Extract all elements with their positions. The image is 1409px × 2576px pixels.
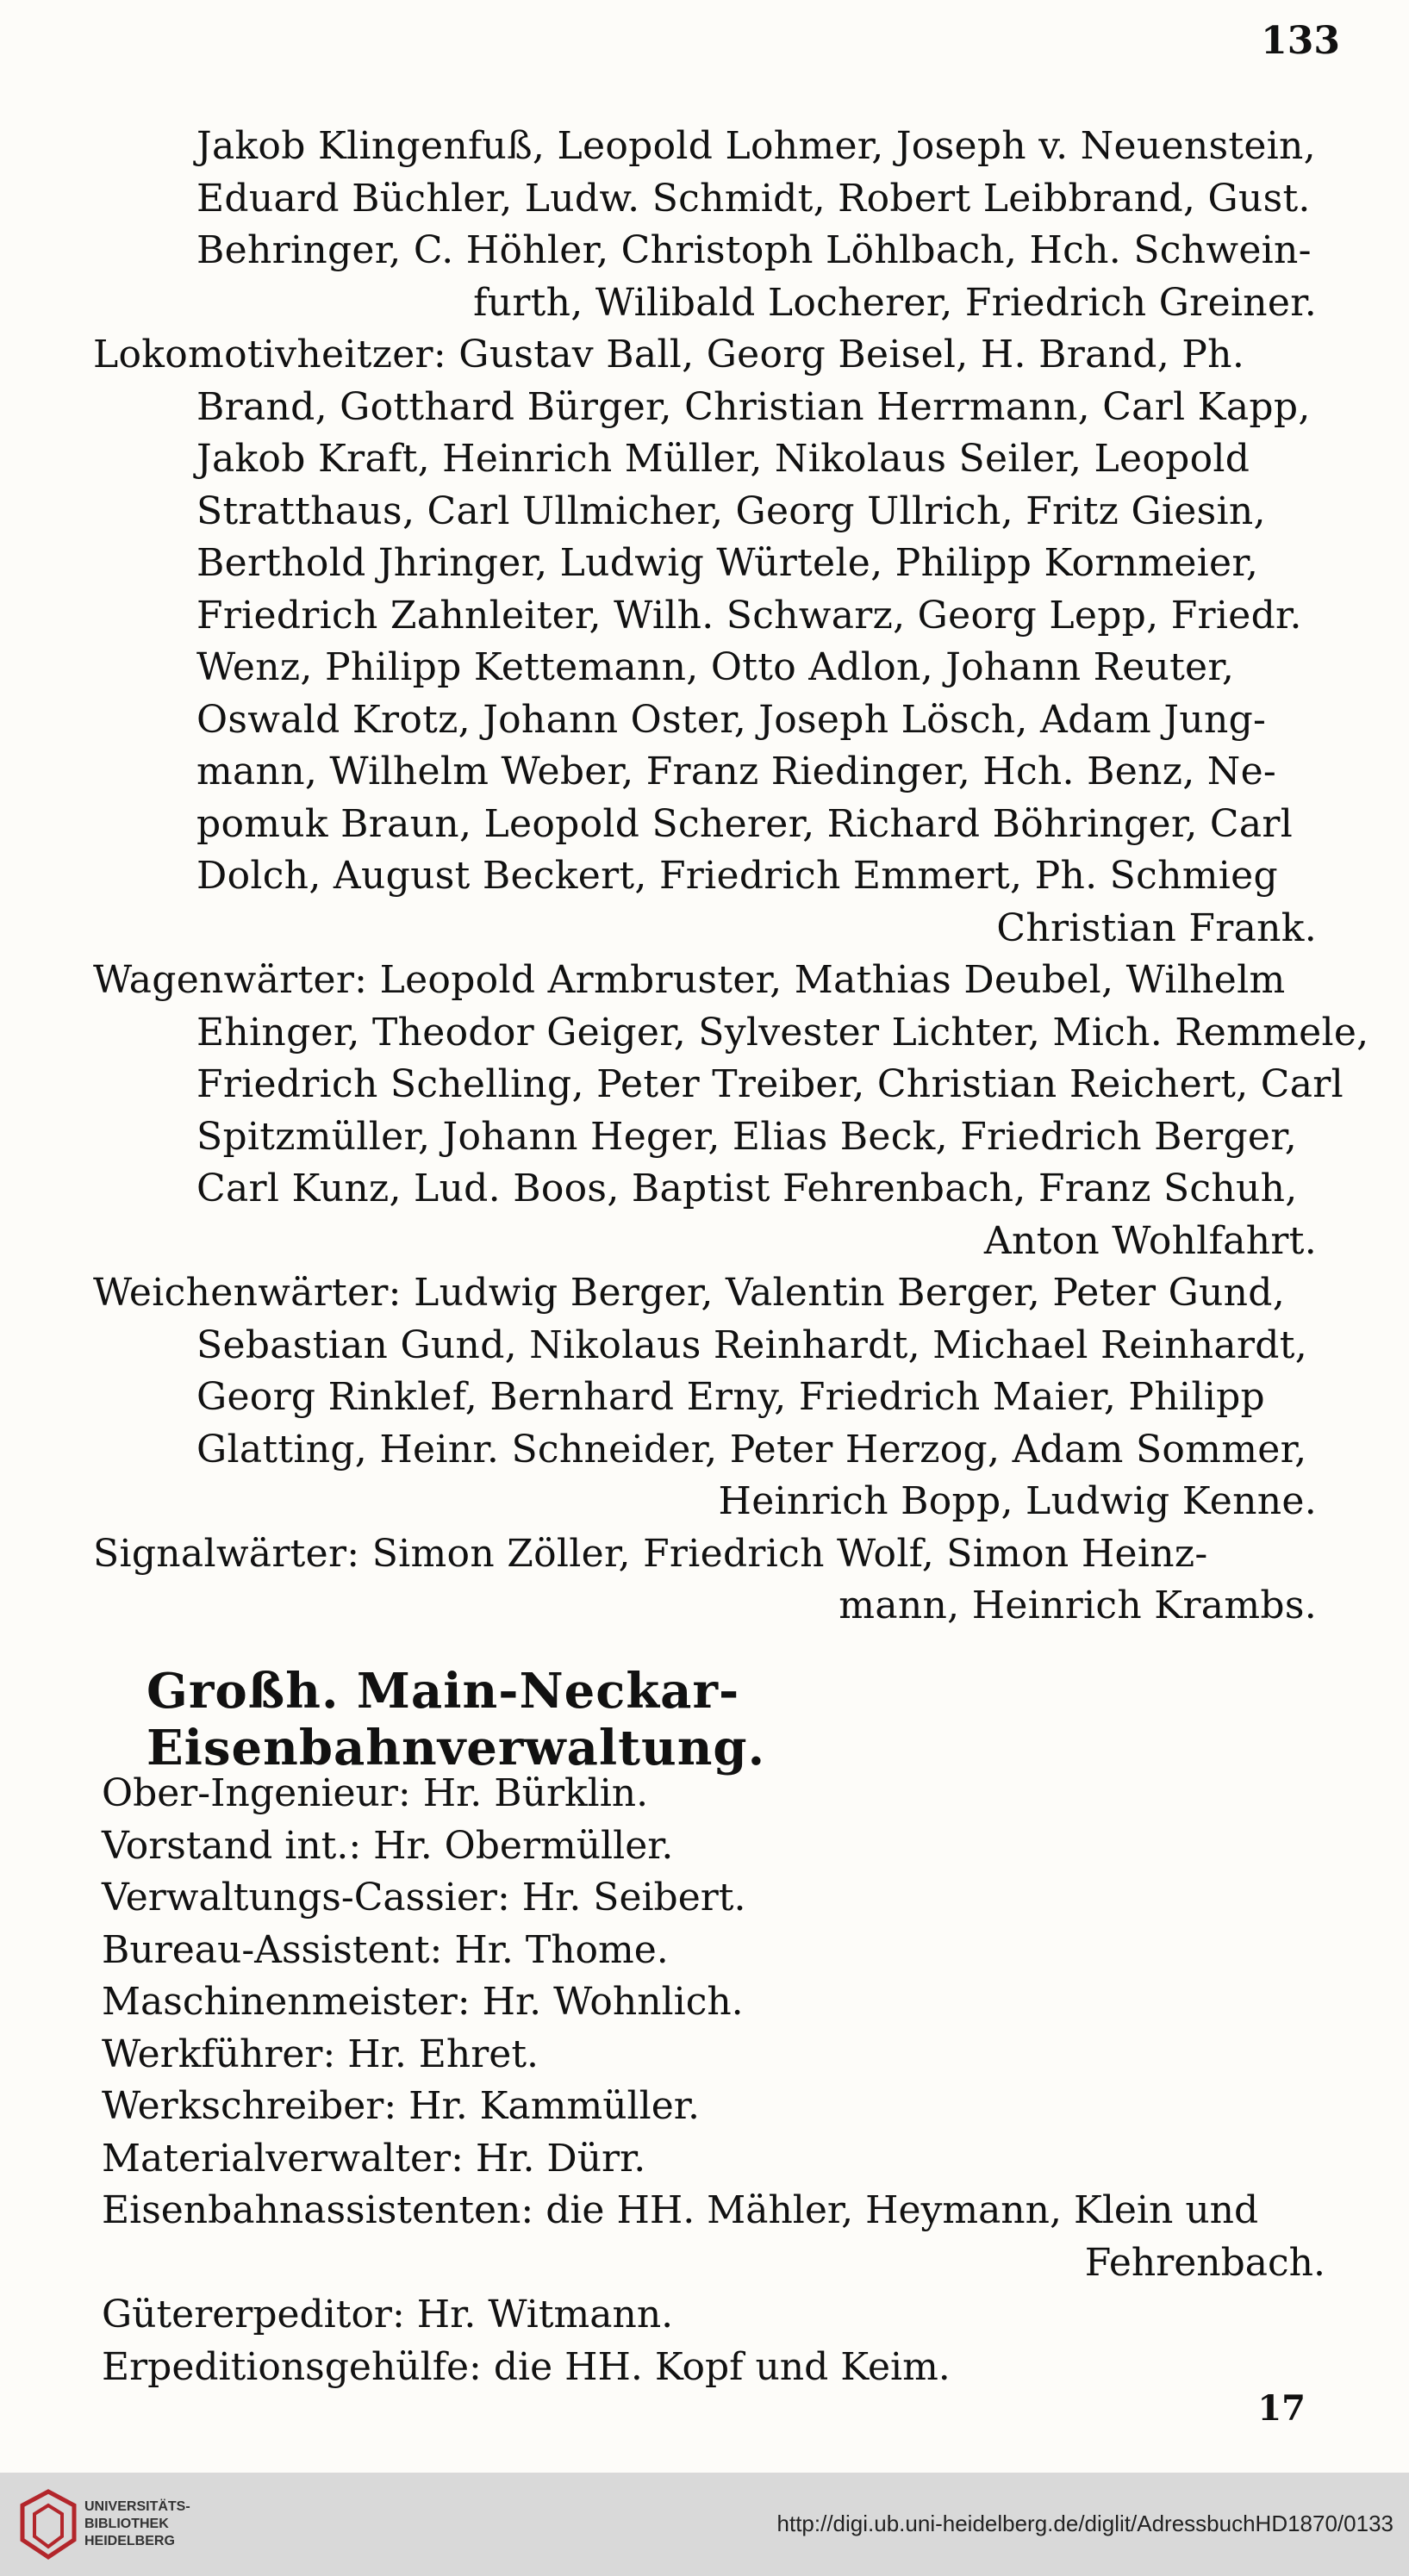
office-text-line: Materialverwalter: Hr. Dürr. xyxy=(102,2136,646,2181)
staff-text-line: Friedrich Schelling, Peter Treiber, Christian Reichert, Carl xyxy=(196,1062,1344,1106)
staff-text-line: Jakob Kraft, Heinrich Müller, Nikolaus Seiler, Leopold xyxy=(196,437,1250,481)
staff-text-line: Jakob Klingenfuß, Leopold Lohmer, Joseph v. Neuenstein, xyxy=(196,124,1316,168)
office-text-line: Ober-Ingenieur: Hr. Bürklin. xyxy=(102,1771,649,1815)
staff-text-line: Dolch, August Beckert, Friedrich Emmert, Ph. Schmieg xyxy=(196,854,1278,898)
staff-text-line: Christian Frank. xyxy=(996,905,1317,950)
staff-text-line: mann, Heinrich Krambs. xyxy=(839,1584,1317,1627)
staff-text-line: Ehinger, Theodor Geiger, Sylvester Lichter, Mich. Remmele, xyxy=(196,1010,1369,1055)
section-heading: Großh. Main-Neckar-Eisenbahnverwaltung. xyxy=(147,1663,766,1776)
source-url-link[interactable]: http://digi.ub.uni-heidelberg.de/diglit/AdressbuchHD1870/0133 xyxy=(776,2511,1393,2536)
library-footer-bar xyxy=(0,2473,1409,2576)
staff-text-line: Carl Kunz, Lud. Boos, Baptist Fehrenbach, Franz Schuh, xyxy=(196,1167,1298,1210)
staff-text-line: Glatting, Heinr. Schneider, Peter Herzog, Adam Sommer, xyxy=(196,1427,1307,1472)
staff-text-line: Wagenwärter: Leopold Armbruster, Mathias Deubel, Wilhelm xyxy=(93,958,1286,1002)
staff-text-line: pomuk Braun, Leopold Scherer, Richard Böhringer, Carl xyxy=(196,801,1294,846)
office-text-line: Maschinenmeister: Hr. Wohnlich. xyxy=(102,1980,744,2024)
staff-text-line: Wenz, Philipp Kettemann, Otto Adlon, Johann Reuter, xyxy=(196,645,1235,689)
library-name-line: BIBLIOTHEK xyxy=(84,2517,169,2531)
staff-text-line: Oswald Krotz, Johann Oster, Joseph Lösch, Adam Jung- xyxy=(196,697,1267,742)
office-text-line: Bureau-Assistent: Hr. Thome. xyxy=(102,1927,669,1972)
staff-text-line: Sebastian Gund, Nikolaus Reinhardt, Michael Reinhardt, xyxy=(196,1322,1308,1367)
staff-text-line: Eduard Büchler, Ludw. Schmidt, Robert Leibbrand, Gust. xyxy=(196,176,1311,221)
staff-text-line: Berthold Jhringer, Ludwig Würtele, Philipp Kornmeier, xyxy=(196,541,1259,585)
staff-text-line: Stratthaus, Carl Ullmicher, Georg Ullrich, Fritz Giesin, xyxy=(196,488,1266,533)
page-number: 133 xyxy=(1261,19,1340,63)
office-text-line: Vorstand int.: Hr. Obermüller. xyxy=(102,1823,674,1868)
staff-text-line: furth, Wilibald Locherer, Friedrich Greiner. xyxy=(473,280,1317,325)
office-text-line: Eisenbahnassistenten: die HH. Mähler, Heymann, Klein und xyxy=(102,2188,1259,2232)
library-name-line: HEIDELBERG xyxy=(84,2534,175,2548)
library-name-line: UNIVERSITÄTS- xyxy=(84,2499,190,2514)
staff-text-line: Brand, Gotthard Bürger, Christian Herrmann, Carl Kapp, xyxy=(196,384,1311,429)
staff-text-line: Behringer, C. Höhler, Christoph Löhlbach, Hch. Schwein- xyxy=(196,228,1312,272)
office-text-line: Werkführer: Hr. Ehret. xyxy=(102,2032,539,2076)
staff-text-line: Georg Rinklef, Bernhard Erny, Friedrich Maier, Philipp xyxy=(196,1375,1266,1419)
office-text-line: Erpeditionsgehülfe: die HH. Kopf und Keim. xyxy=(102,2344,951,2389)
staff-text-line: Spitzmüller, Johann Heger, Elias Beck, Friedrich Berger, xyxy=(196,1114,1298,1159)
staff-text-line: mann, Wilhelm Weber, Franz Riedinger, Hch. Benz, Ne- xyxy=(196,750,1277,793)
office-listing xyxy=(102,1768,1360,2393)
staff-text-line: Heinrich Bopp, Ludwig Kenne. xyxy=(718,1479,1317,1523)
office-text-line: Fehrenbach. xyxy=(1084,2240,1325,2285)
staff-listing xyxy=(93,121,1369,1633)
university-seal-icon xyxy=(14,2488,83,2560)
staff-text-line: Weichenwärter: Ludwig Berger, Valentin Berger, Peter Gund, xyxy=(93,1271,1286,1315)
staff-text-line: Signalwärter: Simon Zöller, Friedrich Wolf, Simon Heinz- xyxy=(93,1531,1208,1576)
staff-text-line: Lokomotivheitzer: Gustav Ball, Georg Beisel, H. Brand, Ph. xyxy=(93,333,1245,376)
staff-text-line: Friedrich Zahnleiter, Wilh. Schwarz, Georg Lepp, Friedr. xyxy=(196,593,1302,638)
library-name xyxy=(84,2498,190,2550)
office-text-line: Gütererpeditor: Hr. Witmann. xyxy=(102,2293,674,2336)
sheet-signature-mark: 17 xyxy=(1257,2388,1306,2429)
office-text-line: Werkschreiber: Hr. Kammüller. xyxy=(102,2084,700,2128)
office-text-line: Verwaltungs-Cassier: Hr. Seibert. xyxy=(102,1876,746,1920)
staff-text-line: Anton Wohlfahrt. xyxy=(983,1218,1317,1263)
